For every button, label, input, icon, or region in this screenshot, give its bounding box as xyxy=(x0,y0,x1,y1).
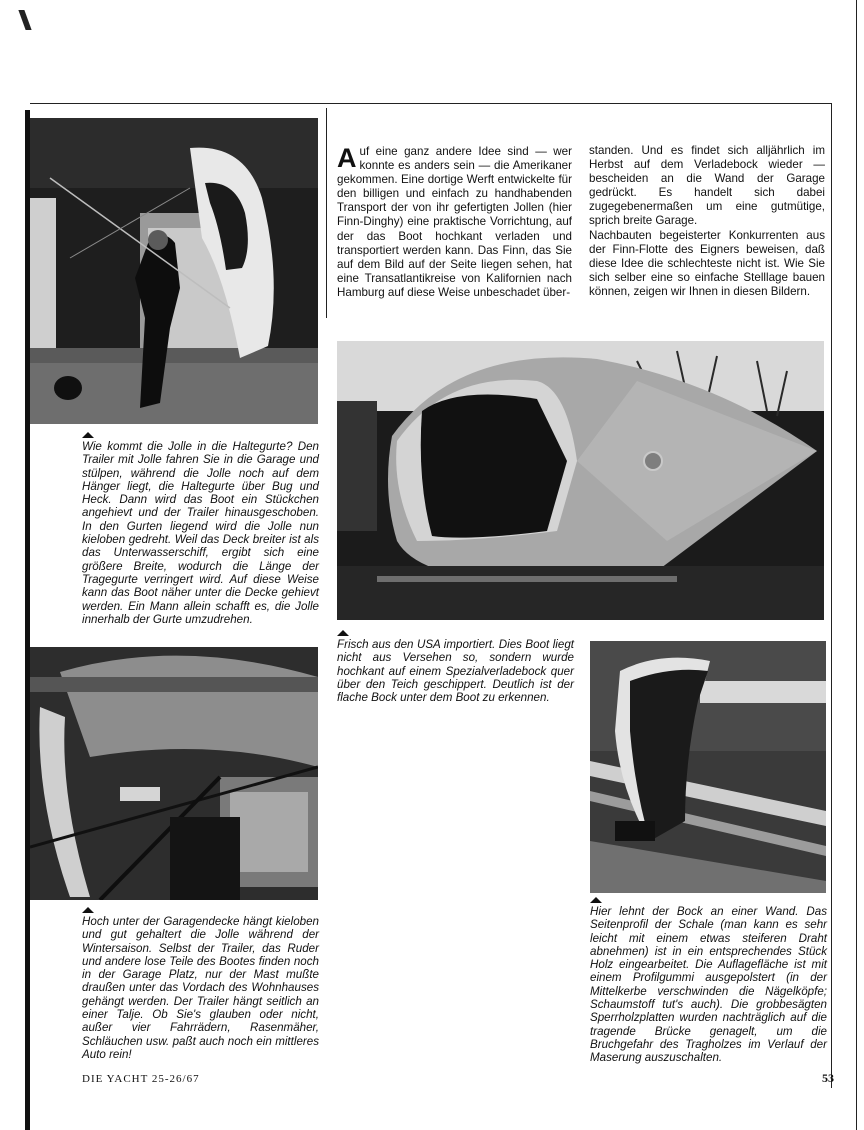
photo-garage-boat-lifting-image xyxy=(30,118,318,424)
caption-pointer-up-icon xyxy=(337,630,349,636)
caption-top-left xyxy=(82,432,319,626)
article-column-1 xyxy=(337,145,572,300)
photo-boat-on-side xyxy=(337,341,824,620)
caption-bottom-right xyxy=(590,897,827,1065)
article-column-2-paragraph-2: Nachbauten begeisterter Konkurrenten aus der Finn-Flotte des Eigners beweisen, daß diese Idee die schlechteste nicht ist. Wie Sie sich selber eine so einfache Stelllage bauen können, zeigen wir Ihnen in diesen Bildern. xyxy=(589,228,825,298)
photo-wooden-support-image xyxy=(590,641,826,893)
page-number: 53 xyxy=(822,1071,834,1085)
photo-boat-on-side-image xyxy=(337,341,824,620)
right-edge-line xyxy=(856,0,857,1130)
photo-garage-boat-lifting xyxy=(30,118,318,424)
article-column-1-text: uf eine ganz andere Idee sind — wer konnte es anders sein — die Amerikaner gekommen. Eine dortige Werft entwickelte für den billigen und einfach zu handhabenden Transport der von ihr gefertigten Jollen (hier Finn-Dinghy) eine praktische Vorrichtung, auf der das Boot hochkant verladen und transportiert werden kann. Das Finn, das Sie auf dem Bild auf der Seite liegen sehen, hat eine Transatlantikreise von Kalifornien nach Hamburg auf diese Weise unbeschadet über- xyxy=(337,145,572,299)
photo-boat-under-ceiling-image xyxy=(30,647,318,900)
caption-bottom-left xyxy=(82,907,319,1061)
right-frame-line xyxy=(831,103,832,1088)
top-frame-line xyxy=(30,103,832,104)
caption-middle-text: Frisch aus den USA importiert. Dies Boot liegt nicht aus Versehen so, sondern wurde hochkant auf einem Spezialverladebock quer über den Teich geschippert. Deutlich ist der flache Bock unter dem Boot zu erkennen. xyxy=(337,638,574,705)
caption-top-left-text: Wie kommt die Jolle in die Haltegurte? Den Trailer mit Jolle fahren Sie in die Garage und stülpen, während die Jolle noch auf dem Hänger liegt, die Haltegurte über Bug und Heck. Dann wird das Boot ein Stückchen angehievt und der Trailer hinausgeschoben. In den Gurten liegend wird die Jolle nun kieloben gedreht. Weil das Deck breiter ist als das Unterwasserschiff, ergibt sich eine größere Breite, wodurch die Länge der Tragegurte verringert wird. Auf diese Weise kann das Boot näher unter die Decke gehievt werden. Ein Mann allein schafft es, die Jolle innerhalb der Gurte umzudrehen. xyxy=(82,440,319,626)
caption-middle xyxy=(337,630,574,704)
footer-magazine-issue: DIE YACHT 25-26/67 xyxy=(82,1073,200,1085)
article-column-2-paragraph-1: standen. Und es findet sich alljährlich im Herbst auf dem Verladebock wieder — bescheiden an die Wand der Garage gedrückt. Es handelt sich dabei zugegebenermaßen um eine gutmütige, sprich breite Garage. xyxy=(589,144,825,228)
article-column-2 xyxy=(589,144,825,299)
caption-pointer-up-icon xyxy=(82,907,94,913)
caption-bottom-left-text: Hoch unter der Garagendecke hängt kieloben und gut gehaltert die Jolle während der Wintersaison. Selbst der Trailer, das Ruder und andere lose Teile des Bootes finden noch in der Garage Platz, nur der Mast mußte draußen unter das Vordach des Wohnhauses gehängt werden. Der Trailer hängt seitlich an einer Talje. Ob Sie's glauben oder nicht, außer vier Fahrrädern, Rasenmäher, Schläuchen usw. paßt auch noch ein mittleres Auto rein! xyxy=(82,915,319,1061)
photo-wooden-support xyxy=(590,641,826,893)
caption-bottom-right-text: Hier lehnt der Bock an einer Wand. Das Seitenprofil der Schale (man kann es sehr leicht mit einem etwas steiferen Draht abnehmen) ist in ein entsprechendes Stück Holz eingearbeitet. Die Auflagefläche ist mit einem Profilgummi ausgepolstert (in der Mittelkerbe verschwinden die Nägelköpfe; Schaumstoff tut's auch). Die grobbesägten Sperrholzplatten wurden nachträglich auf die tragende Brücke genagelt, um die Bruchgefahr des Tragholzes im Verlauf der Maserung auszuschalten. xyxy=(590,905,827,1065)
binder-edge xyxy=(18,10,31,30)
article-dropcap: A xyxy=(337,143,357,173)
caption-pointer-up-icon xyxy=(82,432,94,438)
center-column-line xyxy=(326,108,327,318)
caption-pointer-up-icon xyxy=(590,897,602,903)
photo-boat-under-ceiling xyxy=(30,647,318,900)
